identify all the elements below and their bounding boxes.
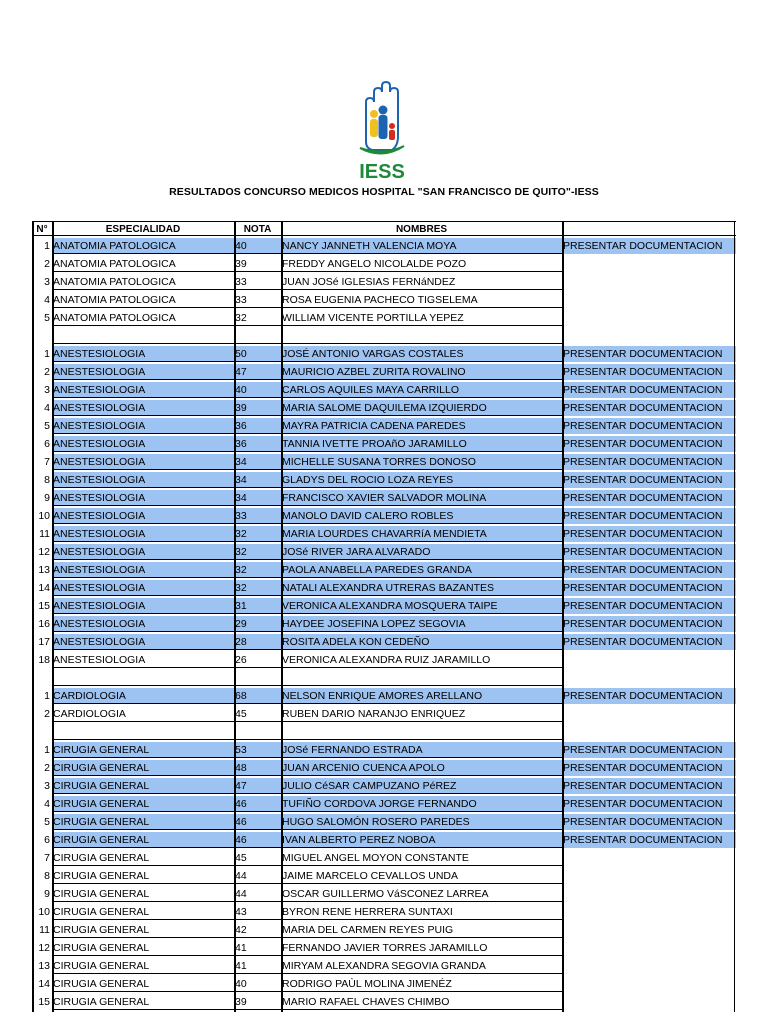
row-number: 7 — [44, 456, 50, 468]
table-row — [32, 688, 736, 704]
row-number: 9 — [44, 888, 50, 900]
row-status: PRESENTAR DOCUMENTACION — [562, 508, 736, 524]
row-status: PRESENTAR DOCUMENTACION — [562, 526, 736, 542]
row-nombre: IVAN ALBERTO PEREZ NOBOA — [281, 832, 562, 848]
row-nota: 33 — [234, 508, 281, 524]
row-nombre: VERONICA ALEXANDRA MOSQUERA TAIPE — [281, 598, 562, 614]
iess-logo — [352, 80, 412, 180]
row-especialidad: ANESTESIOLOGIA — [52, 580, 234, 596]
table-row — [32, 760, 736, 776]
row-number: 15 — [38, 600, 50, 612]
row-status — [562, 976, 736, 992]
row-especialidad: CIRUGIA GENERAL — [52, 904, 234, 920]
logo-text: IESS — [359, 161, 405, 180]
row-status: PRESENTAR DOCUMENTACION — [562, 616, 736, 632]
row-nota: 48 — [234, 760, 281, 776]
row-status — [562, 994, 736, 1010]
header-nota: NOTA — [234, 221, 281, 236]
row-nota: 53 — [234, 742, 281, 758]
row-nota: 68 — [234, 688, 281, 704]
row-nombre: BYRON RENE HERRERA SUNTAXI — [281, 904, 562, 920]
row-especialidad: ANESTESIOLOGIA — [52, 346, 234, 362]
row-especialidad: CIRUGIA GENERAL — [52, 760, 234, 776]
row-especialidad: CIRUGIA GENERAL — [52, 742, 234, 758]
table-row — [32, 418, 736, 434]
row-nombre: MAYRA PATRICIA CADENA PAREDES — [281, 418, 562, 434]
figure-head-1 — [370, 110, 378, 118]
header-nombres: NOMBRES — [281, 221, 562, 236]
row-number: 18 — [38, 654, 50, 666]
row-nombre: ROSA EUGENIA PACHECO TIGSELEMA — [281, 292, 562, 308]
row-nota: 46 — [234, 832, 281, 848]
row-status — [562, 256, 736, 272]
row-nombre: GLADYS DEL ROCIO LOZA REYES — [281, 472, 562, 488]
row-nombre: CARLOS AQUILES MAYA CARRILLO — [281, 382, 562, 398]
grid-line — [562, 221, 564, 1012]
table-row — [32, 544, 736, 560]
row-especialidad: CIRUGIA GENERAL — [52, 958, 234, 974]
row-especialidad: CIRUGIA GENERAL — [52, 868, 234, 884]
row-nombre: MIGUEL ANGEL MOYON CONSTANTE — [281, 850, 562, 866]
row-nota: 40 — [234, 238, 281, 254]
row-number: 2 — [44, 258, 50, 270]
row-nota: 32 — [234, 544, 281, 560]
row-nombre: JOSé FERNANDO ESTRADA — [281, 742, 562, 758]
row-nota: 32 — [234, 580, 281, 596]
row-status — [562, 274, 736, 290]
table-row — [32, 904, 736, 920]
header-n: N° — [32, 221, 52, 236]
row-nota: 50 — [234, 346, 281, 362]
row-especialidad: ANESTESIOLOGIA — [52, 490, 234, 506]
row-nombre: OSCAR GUILLERMO VáSCONEZ LARREA — [281, 886, 562, 902]
row-status: PRESENTAR DOCUMENTACION — [562, 454, 736, 470]
page-title: RESULTADOS CONCURSO MEDICOS HOSPITAL "SAN FRANCISCO DE QUITO"-IESS — [169, 186, 599, 198]
row-status: PRESENTAR DOCUMENTACION — [562, 742, 736, 758]
row-number: 5 — [44, 816, 50, 828]
table-row — [32, 256, 736, 272]
row-nota: 36 — [234, 418, 281, 434]
row-nombre: MIRYAM ALEXANDRA SEGOVIA GRANDA — [281, 958, 562, 974]
row-nota: 26 — [234, 652, 281, 668]
row-nota: 36 — [234, 436, 281, 452]
row-especialidad: CIRUGIA GENERAL — [52, 832, 234, 848]
row-especialidad: ANATOMIA PATOLOGICA — [52, 238, 234, 254]
row-nombre: TUFIÑO CORDOVA JORGE FERNANDO — [281, 796, 562, 812]
row-nota: 47 — [234, 364, 281, 380]
row-status: PRESENTAR DOCUMENTACION — [562, 562, 736, 578]
figure-head-2 — [379, 106, 388, 115]
row-status — [562, 904, 736, 920]
blank-row — [32, 724, 736, 740]
row-especialidad: ANESTESIOLOGIA — [52, 418, 234, 434]
table-row — [32, 346, 736, 362]
row-nota: 39 — [234, 400, 281, 416]
row-number: 12 — [38, 942, 50, 954]
row-status — [562, 292, 736, 308]
table-row — [32, 796, 736, 812]
row-especialidad: ANESTESIOLOGIA — [52, 454, 234, 470]
row-nota: 41 — [234, 958, 281, 974]
row-status: PRESENTAR DOCUMENTACION — [562, 634, 736, 650]
row-number: 2 — [44, 708, 50, 720]
row-nota: 45 — [234, 706, 281, 722]
row-status — [562, 940, 736, 956]
row-nota: 32 — [234, 526, 281, 542]
row-nota: 33 — [234, 292, 281, 308]
header-especialidad: ESPECIALIDAD — [52, 221, 234, 236]
figure-body-1 — [370, 119, 378, 137]
row-nota: 46 — [234, 796, 281, 812]
row-especialidad: CIRUGIA GENERAL — [52, 796, 234, 812]
table-row — [32, 634, 736, 650]
header-status — [562, 221, 736, 236]
row-number: 10 — [38, 906, 50, 918]
row-especialidad: CIRUGIA GENERAL — [52, 814, 234, 830]
row-status: PRESENTAR DOCUMENTACION — [562, 598, 736, 614]
row-number: 3 — [44, 384, 50, 396]
row-number: 10 — [38, 510, 50, 522]
row-nombre: JOSé RIVER JARA ALVARADO — [281, 544, 562, 560]
row-nota: 47 — [234, 778, 281, 794]
row-number: 6 — [44, 438, 50, 450]
row-nombre: FRANCISCO XAVIER SALVADOR MOLINA — [281, 490, 562, 506]
row-nombre: TANNIA IVETTE PROAñO JARAMILLO — [281, 436, 562, 452]
row-status — [562, 922, 736, 938]
row-nota: 32 — [234, 562, 281, 578]
row-nombre: HUGO SALOMÓN ROSERO PAREDES — [281, 814, 562, 830]
row-number: 9 — [44, 492, 50, 504]
row-especialidad: ANESTESIOLOGIA — [52, 400, 234, 416]
row-status: PRESENTAR DOCUMENTACION — [562, 364, 736, 380]
row-especialidad: ANESTESIOLOGIA — [52, 382, 234, 398]
table-row — [32, 382, 736, 398]
table-row — [32, 994, 736, 1010]
row-nombre: PAOLA ANABELLA PAREDES GRANDA — [281, 562, 562, 578]
table-row — [32, 526, 736, 542]
row-number: 8 — [44, 474, 50, 486]
row-nombre: JAIME MARCELO CEVALLOS UNDA — [281, 868, 562, 884]
row-nota: 42 — [234, 922, 281, 938]
row-nombre: FREDDY ANGELO NICOLALDE POZO — [281, 256, 562, 272]
row-nota: 41 — [234, 940, 281, 956]
row-nombre: MARIA DEL CARMEN REYES PUIG — [281, 922, 562, 938]
row-nombre: WILLIAM VICENTE PORTILLA YEPEZ — [281, 310, 562, 326]
row-number: 4 — [44, 402, 50, 414]
table-row — [32, 940, 736, 956]
row-number: 14 — [38, 978, 50, 990]
row-especialidad: ANATOMIA PATOLOGICA — [52, 274, 234, 290]
table-row — [32, 958, 736, 974]
row-nombre: NANCY JANNETH VALENCIA MOYA — [281, 238, 562, 254]
row-especialidad: CIRUGIA GENERAL — [52, 850, 234, 866]
row-number: 11 — [39, 924, 50, 936]
figure-body-2 — [379, 115, 388, 139]
row-nombre: MARIO RAFAEL CHAVES CHIMBO — [281, 994, 562, 1010]
row-nota: 46 — [234, 814, 281, 830]
row-number: 6 — [44, 834, 50, 846]
blank-row — [32, 328, 736, 344]
row-nota: 44 — [234, 886, 281, 902]
row-status: PRESENTAR DOCUMENTACION — [562, 832, 736, 848]
row-nota: 39 — [234, 256, 281, 272]
table-row — [32, 850, 736, 866]
grid-line — [234, 221, 236, 1012]
row-nombre: MANOLO DAVID CALERO ROBLES — [281, 508, 562, 524]
row-number: 7 — [44, 852, 50, 864]
row-nombre: JOSÉ ANTONIO VARGAS COSTALES — [281, 346, 562, 362]
row-status: PRESENTAR DOCUMENTACION — [562, 688, 736, 704]
table-row — [32, 616, 736, 632]
table-row — [32, 598, 736, 614]
row-nombre: RUBEN DARIO NARANJO ENRIQUEZ — [281, 706, 562, 722]
row-especialidad: CARDIOLOGIA — [52, 706, 234, 722]
row-nota: 32 — [234, 310, 281, 326]
row-status — [562, 958, 736, 974]
row-especialidad: CARDIOLOGIA — [52, 688, 234, 704]
row-number: 5 — [44, 420, 50, 432]
row-nota: 44 — [234, 868, 281, 884]
row-number: 1 — [44, 240, 50, 252]
row-status: PRESENTAR DOCUMENTACION — [562, 382, 736, 398]
table-row — [32, 922, 736, 938]
row-number: 4 — [44, 798, 50, 810]
table-row — [32, 652, 736, 668]
table-row — [32, 436, 736, 452]
row-nombre: VERONICA ALEXANDRA RUIZ JARAMILLO — [281, 652, 562, 668]
row-status — [562, 706, 736, 722]
grid-line — [52, 221, 54, 1012]
row-status: PRESENTAR DOCUMENTACION — [562, 796, 736, 812]
row-especialidad: ANESTESIOLOGIA — [52, 616, 234, 632]
blank-row — [32, 670, 736, 686]
row-number: 5 — [44, 312, 50, 324]
figure-body-3 — [389, 130, 395, 140]
row-status: PRESENTAR DOCUMENTACION — [562, 778, 736, 794]
row-number: 3 — [44, 276, 50, 288]
row-especialidad: CIRUGIA GENERAL — [52, 922, 234, 938]
row-number: 4 — [44, 294, 50, 306]
row-status: PRESENTAR DOCUMENTACION — [562, 580, 736, 596]
table-row — [32, 400, 736, 416]
row-especialidad: ANATOMIA PATOLOGICA — [52, 256, 234, 272]
row-nombre: ROSITA ADELA KON CEDEÑO — [281, 634, 562, 650]
row-nota: 29 — [234, 616, 281, 632]
row-status: PRESENTAR DOCUMENTACION — [562, 760, 736, 776]
row-especialidad: ANATOMIA PATOLOGICA — [52, 292, 234, 308]
row-number: 16 — [38, 618, 50, 630]
row-nombre: MARIA LOURDES CHAVARRíA MENDIETA — [281, 526, 562, 542]
row-nombre: JULIO CéSAR CAMPUZANO PéREZ — [281, 778, 562, 794]
row-especialidad: ANESTESIOLOGIA — [52, 508, 234, 524]
table-row — [32, 868, 736, 884]
table-row — [32, 310, 736, 326]
row-number: 17 — [38, 636, 50, 648]
row-nota: 40 — [234, 382, 281, 398]
figure-head-3 — [389, 123, 395, 129]
row-especialidad: ANESTESIOLOGIA — [52, 544, 234, 560]
row-especialidad: CIRUGIA GENERAL — [52, 778, 234, 794]
row-status: PRESENTAR DOCUMENTACION — [562, 400, 736, 416]
row-nota: 43 — [234, 904, 281, 920]
row-number: 2 — [44, 366, 50, 378]
row-status — [562, 310, 736, 326]
row-especialidad: CIRUGIA GENERAL — [52, 940, 234, 956]
row-especialidad: ANESTESIOLOGIA — [52, 436, 234, 452]
table-row — [32, 454, 736, 470]
row-especialidad: CIRUGIA GENERAL — [52, 886, 234, 902]
row-nota: 45 — [234, 850, 281, 866]
row-especialidad: ANESTESIOLOGIA — [52, 526, 234, 542]
row-status: PRESENTAR DOCUMENTACION — [562, 472, 736, 488]
row-number: 12 — [38, 546, 50, 558]
results-table — [32, 221, 736, 1024]
row-especialidad: CIRUGIA GENERAL — [52, 994, 234, 1010]
row-nota: 39 — [234, 994, 281, 1010]
row-nota: 28 — [234, 634, 281, 650]
row-number: 1 — [44, 348, 50, 360]
row-number: 3 — [44, 780, 50, 792]
row-number: 8 — [44, 870, 50, 882]
row-status — [562, 886, 736, 902]
row-nombre: MICHELLE SUSANA TORRES DONOSO — [281, 454, 562, 470]
table-row — [32, 832, 736, 848]
row-status — [562, 850, 736, 866]
row-especialidad: ANESTESIOLOGIA — [52, 652, 234, 668]
grid-line-right — [734, 221, 735, 1012]
table-row — [32, 814, 736, 830]
row-nombre: MARIA SALOME DAQUILEMA IZQUIERDO — [281, 400, 562, 416]
row-especialidad: CIRUGIA GENERAL — [52, 976, 234, 992]
row-number: 14 — [38, 582, 50, 594]
row-especialidad: ANESTESIOLOGIA — [52, 472, 234, 488]
table-row — [32, 472, 736, 488]
row-nombre: MAURICIO AZBEL ZURITA ROVALINO — [281, 364, 562, 380]
row-status: PRESENTAR DOCUMENTACION — [562, 490, 736, 506]
row-nombre: NELSON ENRIQUE AMORES ARELLANO — [281, 688, 562, 704]
row-status — [562, 652, 736, 668]
table-row — [32, 778, 736, 794]
row-nota: 34 — [234, 490, 281, 506]
row-status: PRESENTAR DOCUMENTACION — [562, 814, 736, 830]
row-especialidad: ANESTESIOLOGIA — [52, 598, 234, 614]
table-row — [32, 706, 736, 722]
table-row — [32, 886, 736, 902]
table-row — [32, 364, 736, 380]
table-row — [32, 562, 736, 578]
row-number: 13 — [38, 960, 50, 972]
row-nota: 40 — [234, 976, 281, 992]
row-especialidad: ANESTESIOLOGIA — [52, 562, 234, 578]
row-nombre: RODRIGO PAÙL MOLINA JIMENÉZ — [281, 976, 562, 992]
table-row — [32, 490, 736, 506]
row-status — [562, 868, 736, 884]
row-number: 1 — [44, 690, 50, 702]
row-status: PRESENTAR DOCUMENTACION — [562, 238, 736, 254]
row-nombre: NATALI ALEXANDRA UTRERAS BAZANTES — [281, 580, 562, 596]
row-number: 2 — [44, 762, 50, 774]
table-row — [32, 742, 736, 758]
table-row — [32, 238, 736, 254]
row-nombre: FERNANDO JAVIER TORRES JARAMILLO — [281, 940, 562, 956]
row-number: 13 — [38, 564, 50, 576]
grid-line — [281, 221, 283, 1012]
row-nota: 33 — [234, 274, 281, 290]
row-nombre: HAYDEE JOSEFINA LOPEZ SEGOVIA — [281, 616, 562, 632]
row-status: PRESENTAR DOCUMENTACION — [562, 544, 736, 560]
table-row — [32, 976, 736, 992]
row-nota: 34 — [234, 472, 281, 488]
row-status: PRESENTAR DOCUMENTACION — [562, 418, 736, 434]
row-especialidad: ANESTESIOLOGIA — [52, 364, 234, 380]
row-nombre: JUAN ARCENIO CUENCA APOLO — [281, 760, 562, 776]
row-nota: 34 — [234, 454, 281, 470]
table-row — [32, 580, 736, 596]
row-status: PRESENTAR DOCUMENTACION — [562, 436, 736, 452]
row-especialidad: ANESTESIOLOGIA — [52, 634, 234, 650]
row-number: 11 — [39, 528, 50, 540]
grid-line — [32, 221, 34, 1012]
row-status: PRESENTAR DOCUMENTACION — [562, 346, 736, 362]
row-especialidad: ANATOMIA PATOLOGICA — [52, 310, 234, 326]
table-row — [32, 274, 736, 290]
table-row — [32, 508, 736, 524]
row-number: 15 — [38, 996, 50, 1008]
row-number: 1 — [44, 744, 50, 756]
row-nombre: JUAN JOSé IGLESIAS FERNáNDEZ — [281, 274, 562, 290]
row-nota: 31 — [234, 598, 281, 614]
table-row — [32, 292, 736, 308]
